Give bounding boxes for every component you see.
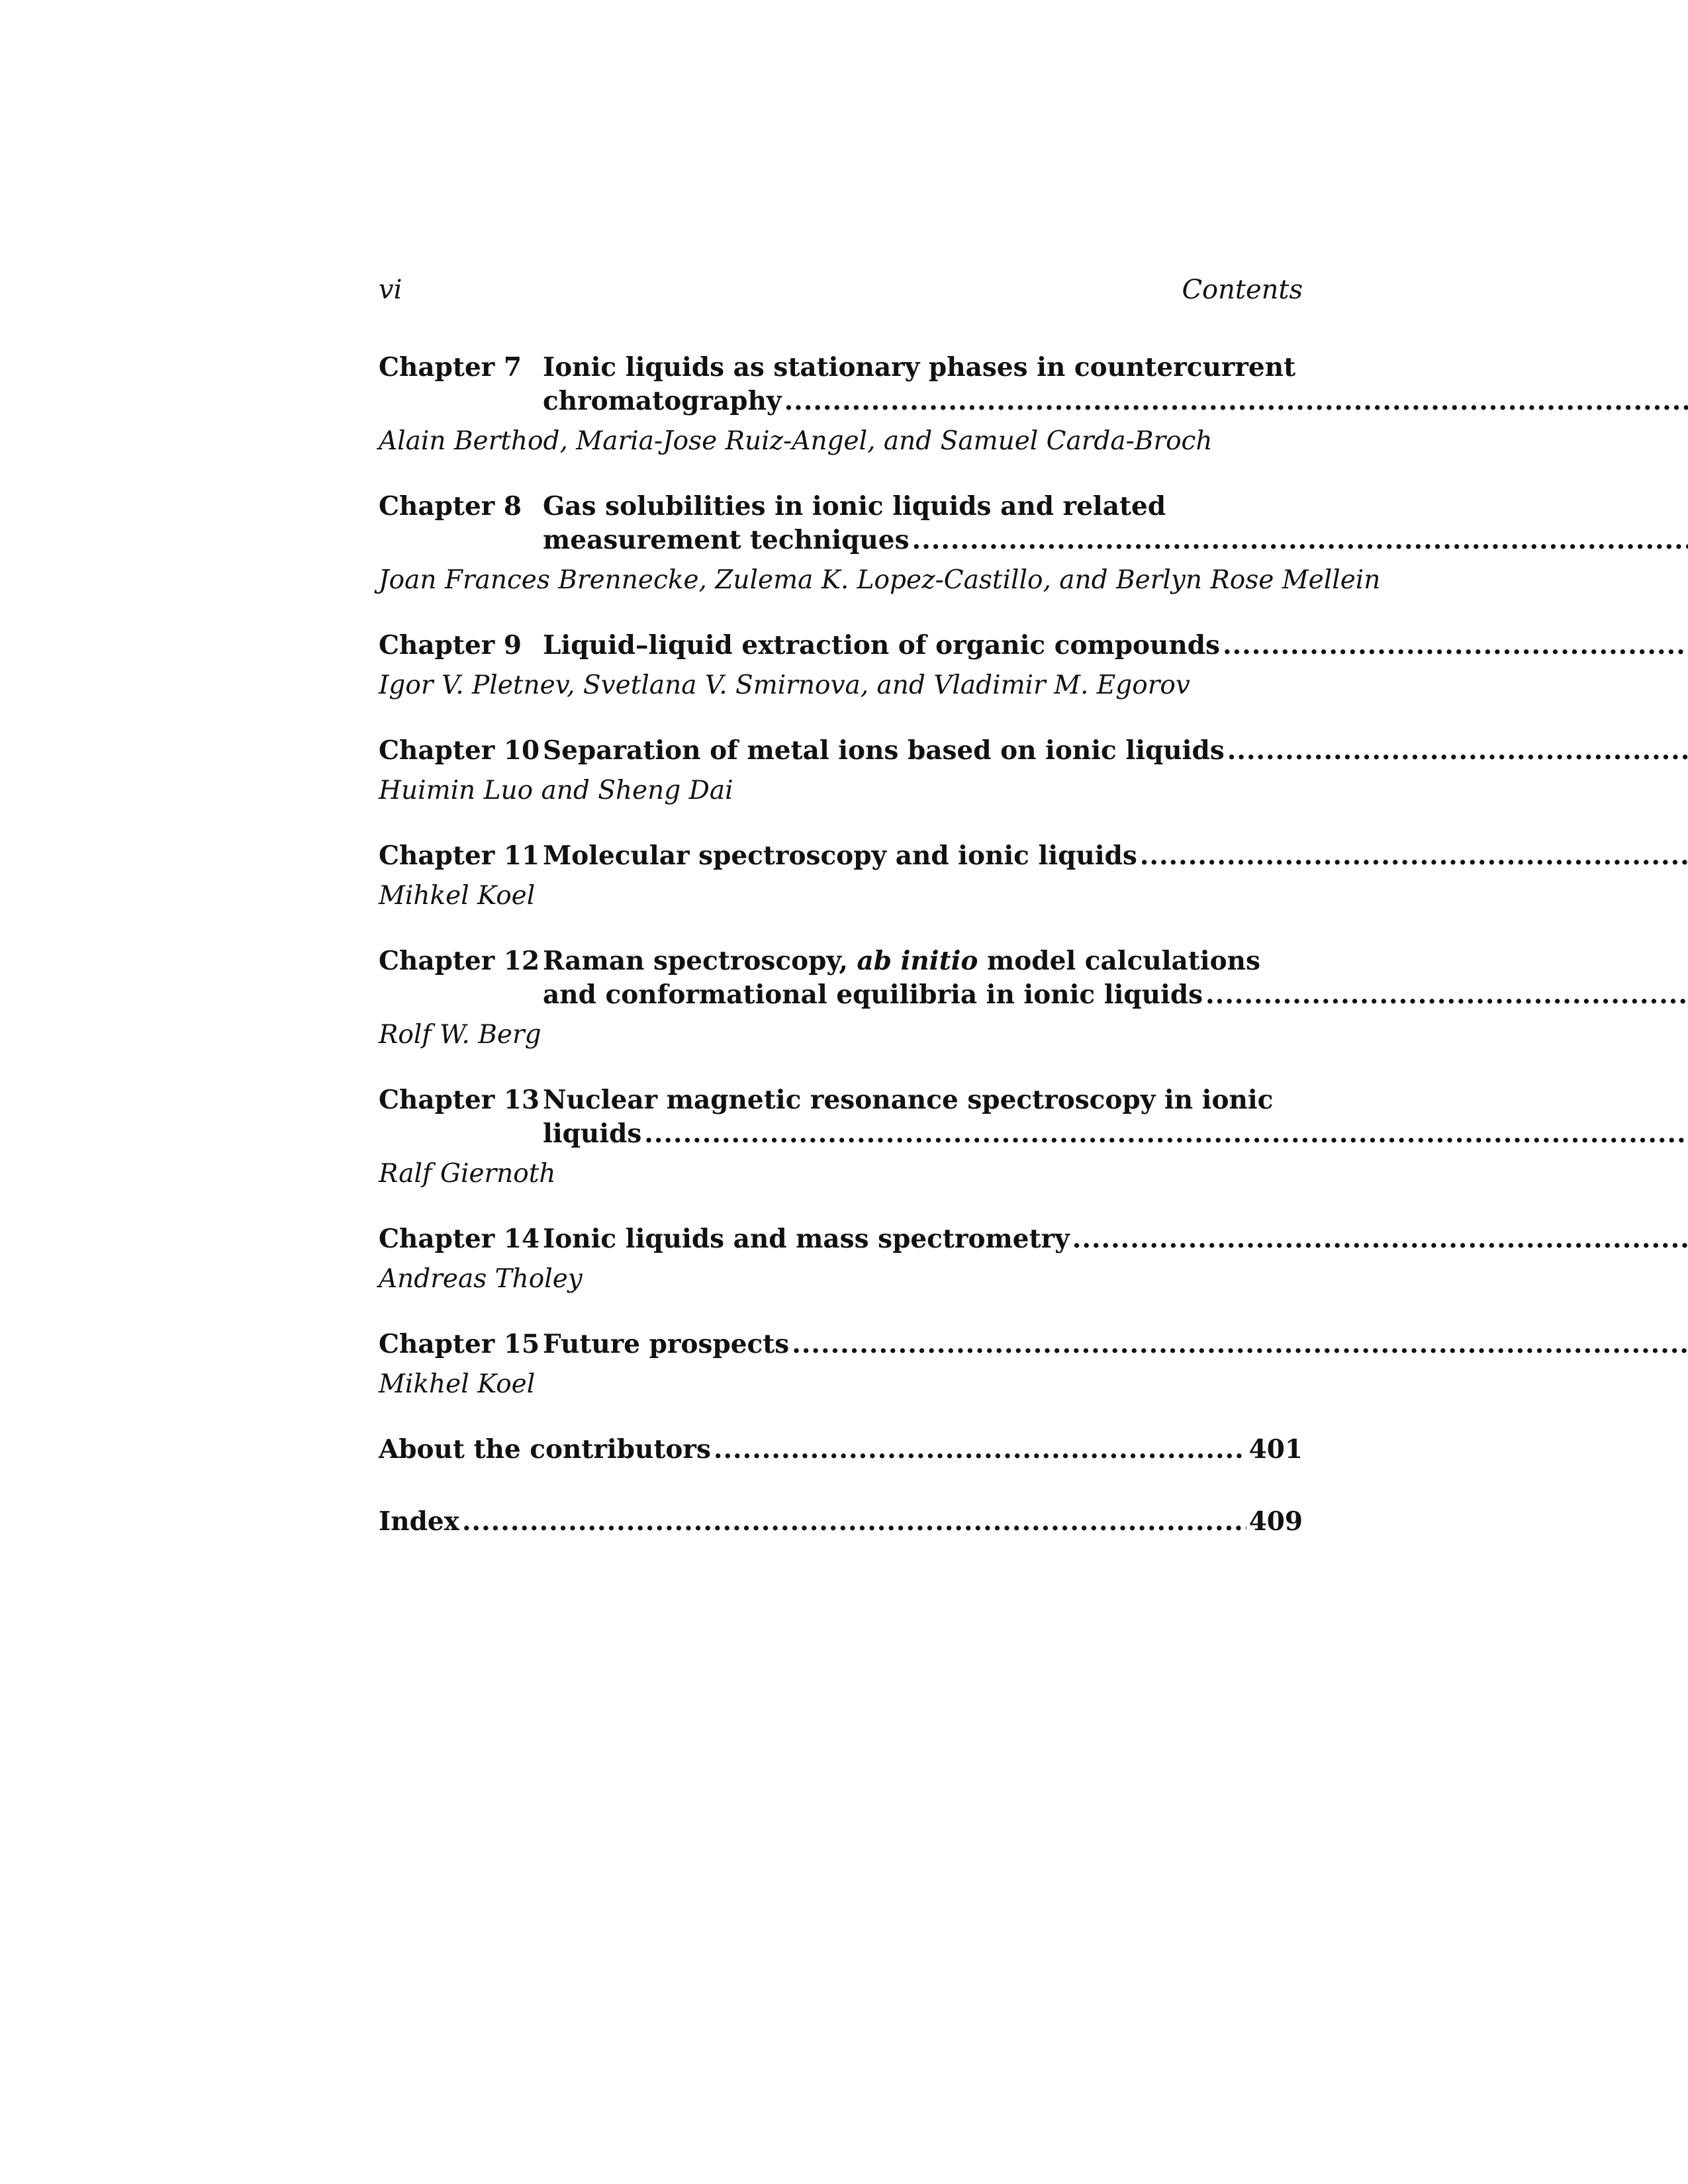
chapter-title-fragment: model calculations (978, 946, 1260, 976)
dot-leader (792, 1328, 1688, 1361)
chapter-authors: Mikhel Koel (379, 1369, 536, 1399)
chapter-title-line: Liquid–liquid extraction of organic compounds (543, 630, 1220, 660)
dot-leader (462, 1505, 1246, 1539)
page-number: 401 (1248, 1434, 1303, 1465)
toc-entry-chapter-13 (379, 1083, 1303, 1191)
toc-entry-chapter-7 (379, 351, 1303, 458)
toc-entry-about-contributors (379, 1433, 1303, 1467)
chapter-title-line: Nuclear magnetic resonance spectroscopy in ionic (543, 1085, 1274, 1115)
chapter-title (543, 1222, 1688, 1256)
chapter-label: Chapter 14 (379, 1224, 540, 1254)
chapter-title-fragment: Raman spectroscopy, (543, 946, 857, 976)
chapter-authors: Huimin Luo and Sheng Dai (379, 776, 733, 805)
dot-leader (1140, 839, 1688, 873)
chapter-label: Chapter 10 (379, 735, 540, 766)
chapter-label: Chapter 13 (379, 1085, 540, 1115)
chapter-title (543, 944, 1688, 1012)
chapter-title-line (543, 944, 1688, 978)
chapter-title-line: Ionic liquids as stationary phases in countercurrent (543, 352, 1296, 383)
dot-leader (1227, 734, 1688, 768)
chapter-label: Chapter 8 (379, 491, 522, 522)
chapter-title (543, 351, 1688, 418)
back-matter-title: About the contributors (379, 1434, 711, 1465)
chapter-authors: Alain Berthod, Maria-Jose Ruiz-Angel, and Samuel Carda-Broch (379, 426, 1213, 456)
toc-entry-chapter-14 (379, 1222, 1303, 1296)
toc-entry-chapter-11 (379, 839, 1303, 913)
toc-entry-chapter-10 (379, 734, 1303, 807)
dot-leader (1072, 1222, 1688, 1256)
table-of-contents (379, 351, 1381, 1577)
page-folio: vi (379, 275, 402, 305)
chapter-title-line: Future prospects (543, 1329, 790, 1359)
chapter-title-line: chromatography (543, 386, 782, 416)
chapter-title-line: measurement techniques (543, 525, 910, 555)
chapter-label: Chapter 9 (379, 630, 522, 660)
dot-leader (912, 523, 1688, 557)
chapter-title-italic: ab initio (857, 946, 978, 976)
chapter-title-line: Separation of metal ions based on ionic liquids (543, 735, 1225, 766)
section-title: Contents (1182, 275, 1303, 305)
dot-leader (784, 385, 1688, 418)
toc-entry-chapter-15 (379, 1328, 1303, 1401)
chapter-title (543, 734, 1688, 768)
chapter-title (543, 629, 1688, 662)
chapter-authors: Rolf W. Berg (379, 1020, 541, 1050)
chapter-title (543, 1083, 1688, 1151)
chapter-title-line: Ionic liquids and mass spectrometry (543, 1224, 1070, 1254)
chapter-authors: Andreas Tholey (379, 1264, 583, 1294)
chapter-title (543, 1328, 1688, 1361)
toc-entry-index (379, 1505, 1303, 1539)
chapter-authors: Mihkel Koel (379, 881, 536, 911)
toc-entry-chapter-8 (379, 490, 1381, 597)
chapter-title-line: liquids (543, 1118, 642, 1149)
chapter-authors: Igor V. Pletnev, Svetlana V. Smirnova, and Vladimir M. Egorov (379, 670, 1190, 700)
chapter-label: Chapter 11 (379, 841, 540, 871)
page-number: 409 (1248, 1506, 1303, 1537)
chapter-title-line: Molecular spectroscopy and ionic liquids (543, 841, 1137, 871)
dot-leader (1223, 629, 1688, 662)
toc-entry-chapter-12 (379, 944, 1303, 1052)
chapter-title (543, 839, 1688, 873)
chapter-title (543, 490, 1688, 557)
chapter-title-line: Gas solubilities in ionic liquids and related (543, 491, 1166, 522)
chapter-label: Chapter 7 (379, 352, 522, 383)
dot-leader (714, 1433, 1246, 1467)
chapter-title-line: and conformational equilibria in ionic liquids (543, 979, 1203, 1010)
toc-page (379, 0, 1381, 2184)
chapter-label: Chapter 15 (379, 1329, 540, 1359)
dot-leader (1205, 978, 1688, 1012)
back-matter-title: Index (379, 1506, 459, 1537)
running-head (379, 271, 1303, 308)
dot-leader (644, 1117, 1688, 1151)
toc-entry-chapter-9 (379, 629, 1303, 702)
chapter-authors: Joan Frances Brennecke, Zulema K. Lopez-Castillo, and Berlyn Rose Mellein (379, 565, 1381, 595)
chapter-authors: Ralf Giernoth (379, 1159, 556, 1189)
chapter-label: Chapter 12 (379, 946, 540, 976)
